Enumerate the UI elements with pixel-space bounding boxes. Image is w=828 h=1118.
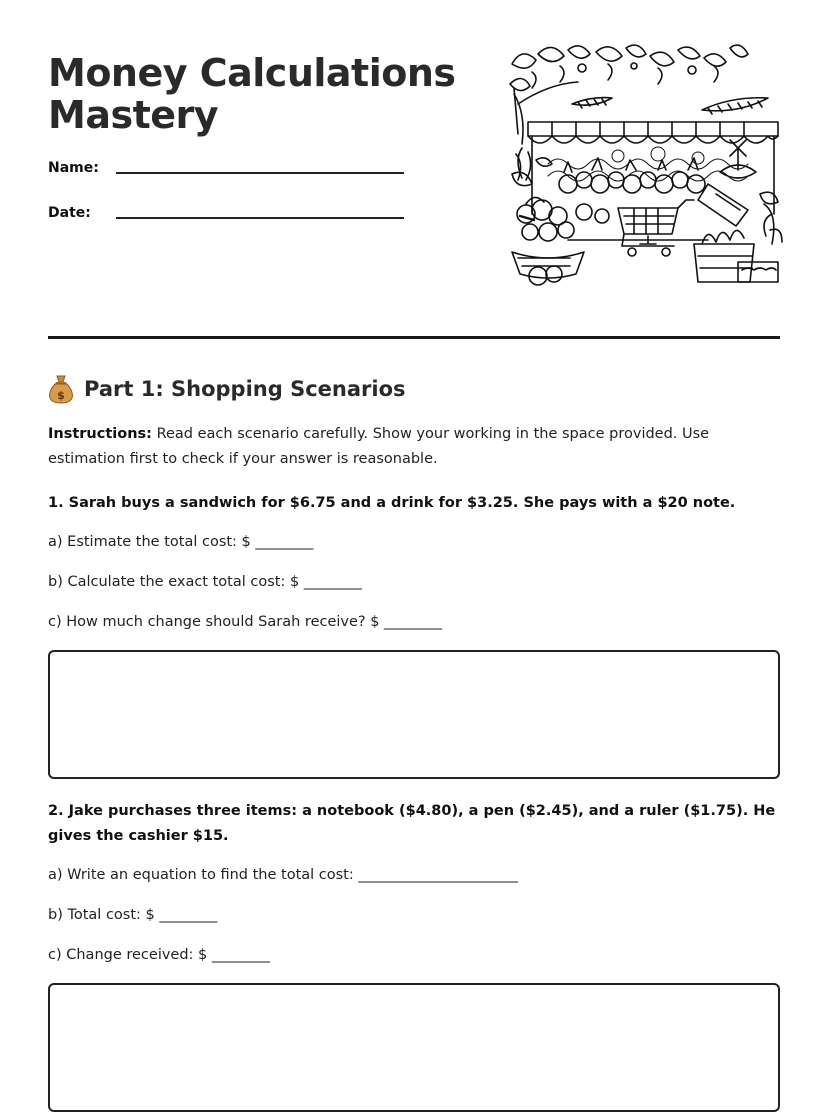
money-bag-icon (48, 374, 74, 404)
date-line[interactable] (116, 217, 404, 219)
instructions-label: Instructions: (48, 426, 152, 442)
question-2-part-c[interactable]: c) Change received: $ ________ (48, 947, 270, 963)
part1-heading (48, 372, 788, 406)
svg-text:$: $ (57, 389, 65, 402)
question-2-working-box[interactable] (48, 983, 780, 1112)
title-line-1: Money Calculations (48, 51, 456, 95)
leaves-canopy (510, 45, 748, 144)
shopping-cart (618, 200, 694, 256)
question-1-working-box[interactable] (48, 650, 780, 779)
worksheet-title (48, 52, 456, 136)
question-1-part-a[interactable]: a) Estimate the total cost: $ ________ (48, 534, 314, 550)
produce-display (517, 158, 705, 241)
name-line[interactable] (116, 172, 404, 174)
left-basket (512, 252, 584, 285)
question-2-part-a[interactable]: a) Write an equation to find the total cost: ______________________ (48, 867, 518, 883)
name-field[interactable] (48, 160, 99, 176)
hanging-foliage (572, 98, 768, 114)
header-divider (48, 336, 780, 339)
date-label: Date: (48, 205, 91, 221)
part1-title: Part 1: Shopping Scenarios (84, 377, 406, 401)
title-line-2: Mastery (48, 93, 219, 137)
question-2: 2. Jake purchases three items: a notebook ($4.80), a pen ($2.45), and a ruler ($1.75). He gives the cashier $15. (48, 803, 776, 844)
question-1-part-b[interactable]: b) Calculate the exact total cost: $ ________ (48, 574, 362, 590)
question-2-part-b[interactable]: b) Total cost: $ ________ (48, 907, 218, 923)
name-label: Name: (48, 160, 99, 176)
instructions-text: Read each scenario carefully. Show your working in the space provided. Use estimation first to check if your answer is reasonable. (48, 426, 710, 467)
date-field[interactable] (48, 205, 91, 221)
right-stall (694, 140, 782, 282)
question-1: 1. Sarah buys a sandwich for $6.75 and a drink for $3.25. She pays with a $20 note. (48, 495, 736, 511)
market-stall-illustration (508, 44, 784, 288)
instructions (48, 422, 788, 472)
question-1-part-c[interactable]: c) How much change should Sarah receive? $ ________ (48, 614, 443, 630)
